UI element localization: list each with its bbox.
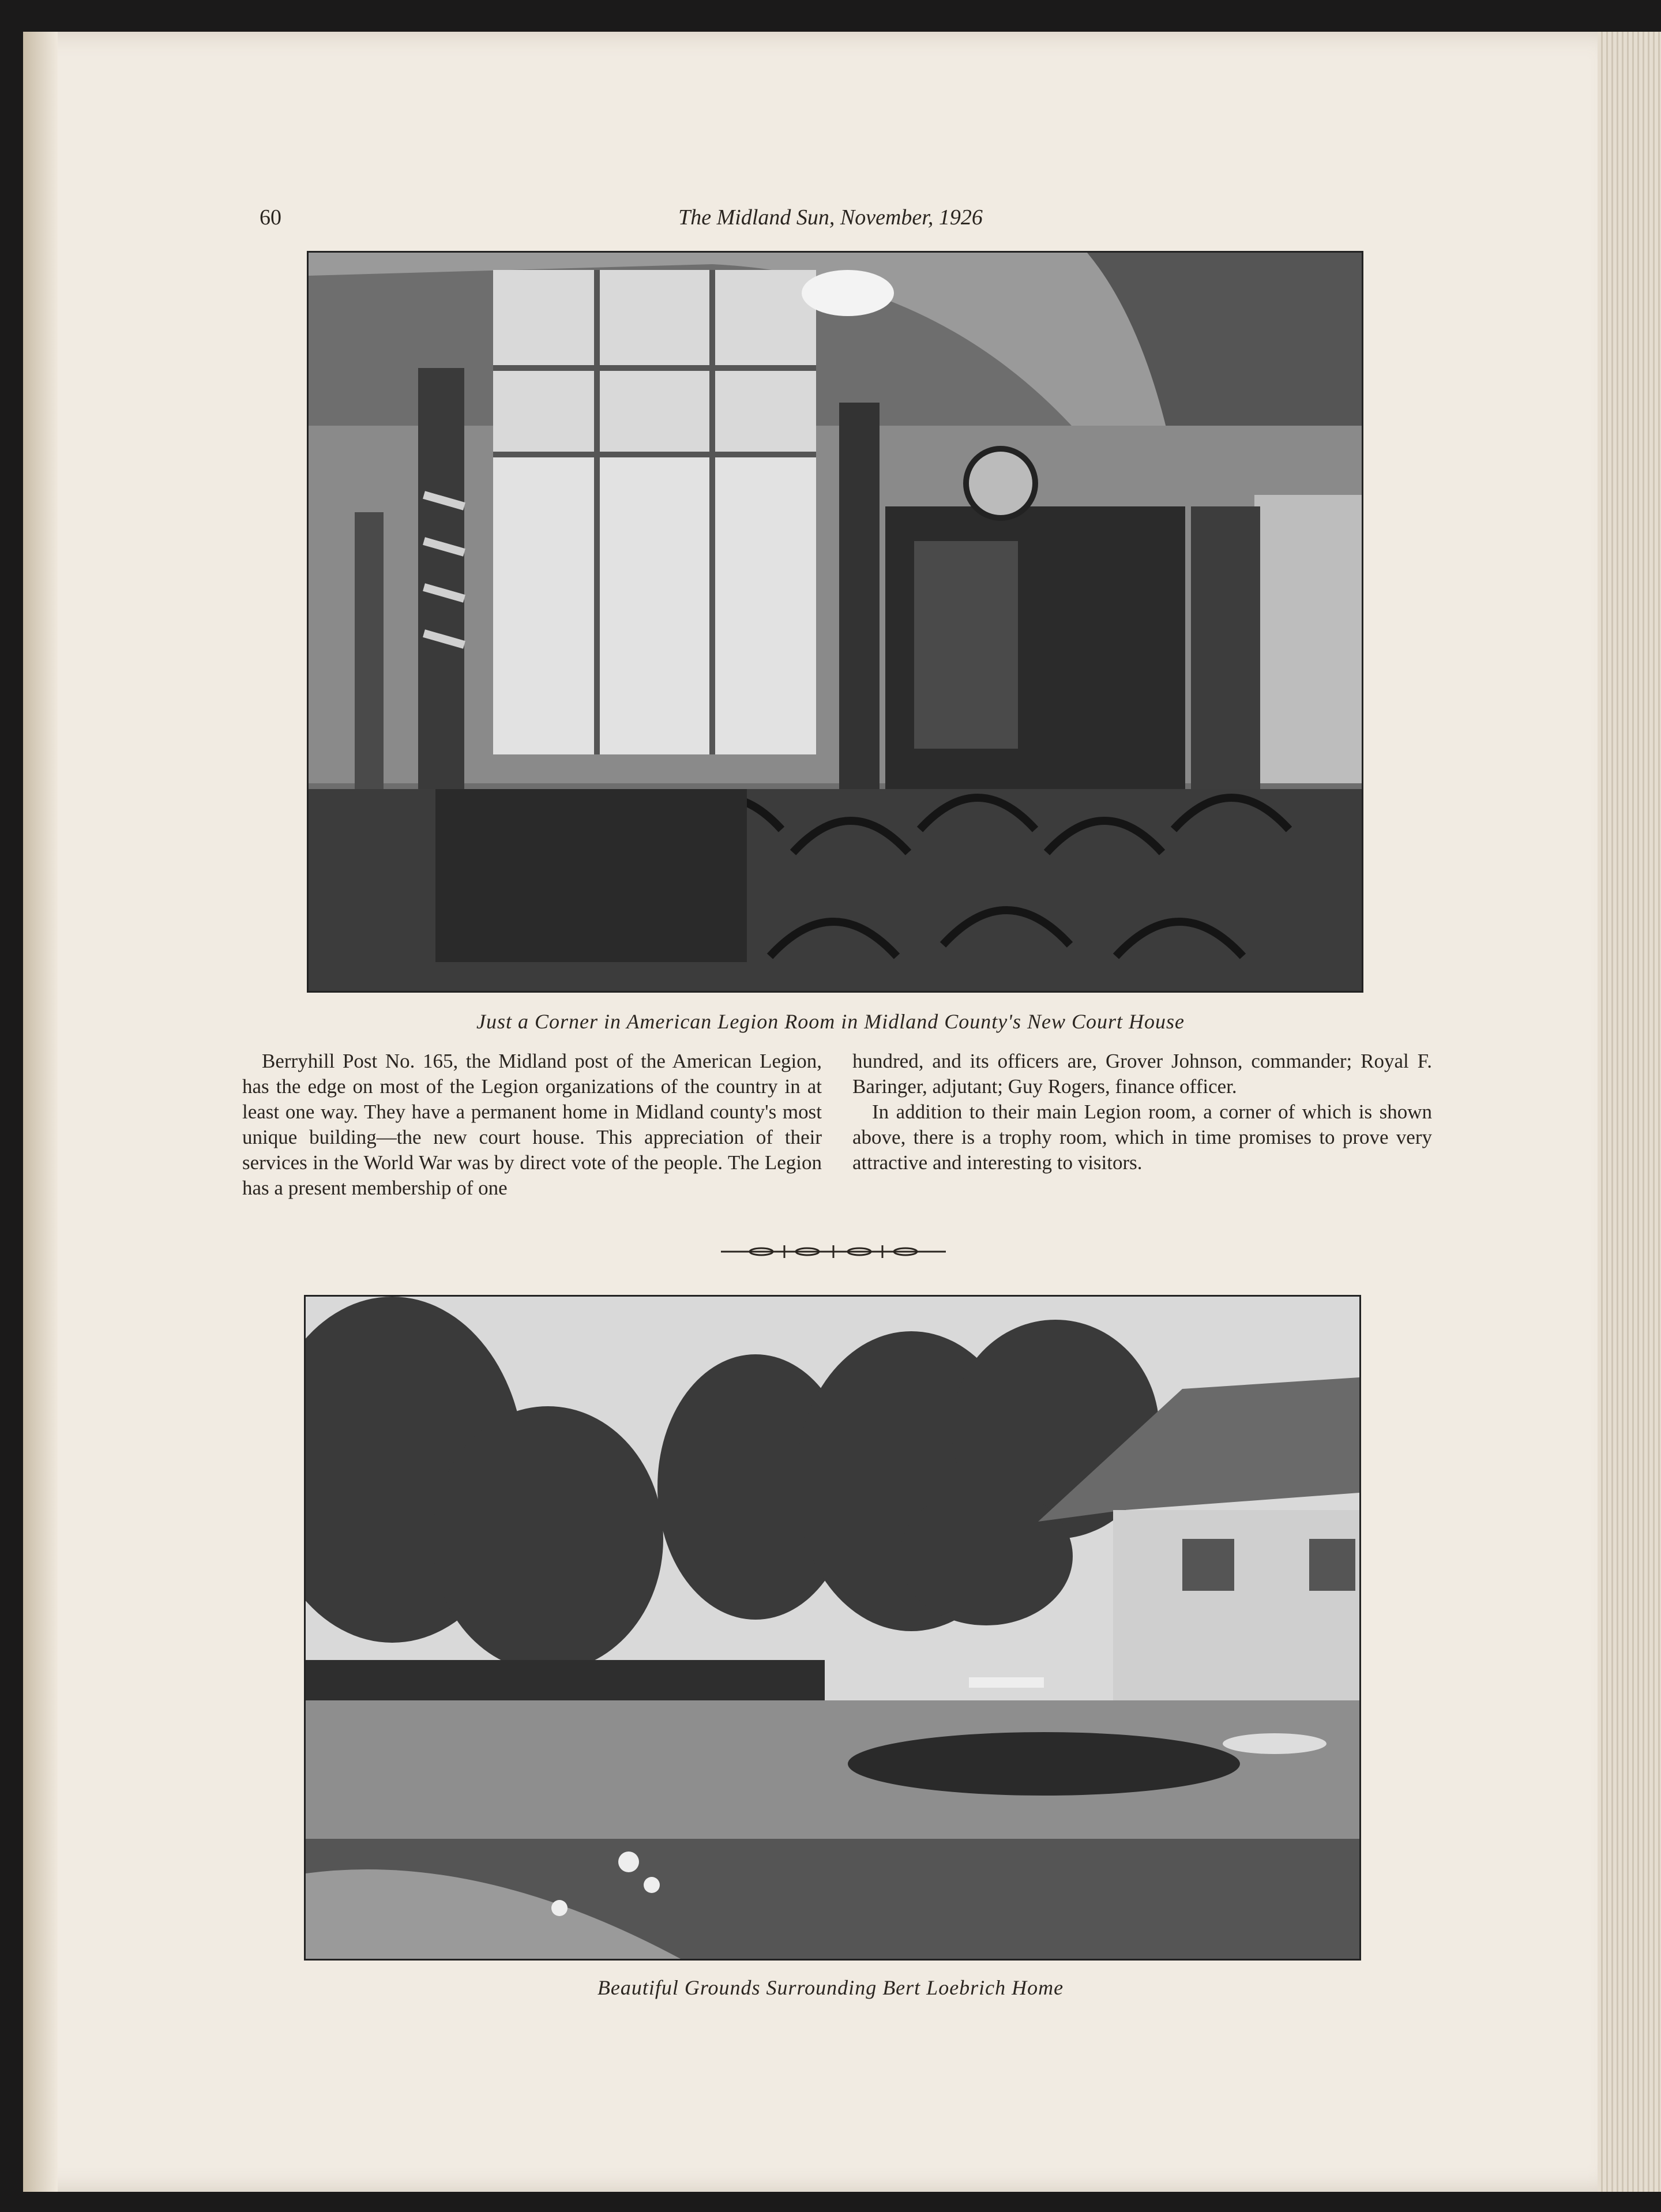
article-column-left [242, 1049, 822, 1201]
running-title: The Midland Sun, November, 1926 [678, 205, 983, 230]
article-paragraph: Berryhill Post No. 165, the Midland post of the American Legion, has the edge on most of the Legion organizations of the country in at least one way. They have a permanent home in Midland county's most unique building—the new court house. This appreciation of their services in the World War was by direct vote of the people. The Legion has a present membership of one [242, 1050, 822, 1199]
ornamental-divider [715, 1243, 952, 1260]
bottom-photo-caption: Beautiful Grounds Surrounding Bert Loebrich Home [597, 1976, 1064, 1999]
top-photo-caption: Just a Corner in American Legion Room in Midland County's New Court House [476, 1010, 1185, 1033]
page-edges [1598, 32, 1661, 2192]
grounds-photo [304, 1295, 1361, 1961]
legion-room-photo [307, 251, 1363, 993]
binding-gutter [23, 32, 58, 2192]
article-paragraph: hundred, and its officers are, Grover Johnson, commander; Royal F. Baringer, adjutant; Guy Rogers, finance officer. [852, 1050, 1432, 1098]
page-header [0, 205, 1661, 239]
article-paragraph: In addition to their main Legion room, a corner of which is shown above, there is a trophy room, which in time promises to prove very attractive and interesting to visitors. [852, 1101, 1432, 1174]
article-column-right [852, 1049, 1432, 1176]
page-number: 60 [260, 205, 281, 230]
